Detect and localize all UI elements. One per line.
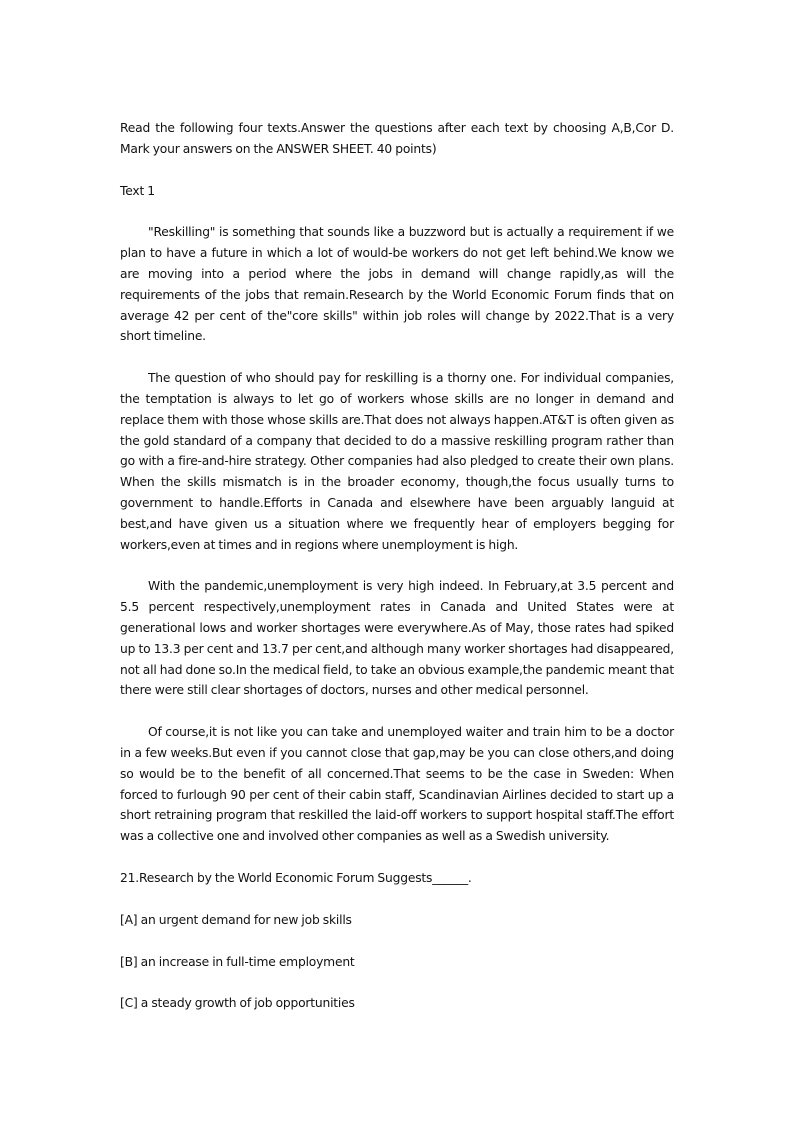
option-b: [B] an increase in full-time employment [120,954,355,969]
instructions-text: Read the following four texts.Answer the questions after each text by choosing A,B,Cor D. Mark your answers on the ANSWER SHEET. 40 points) [120,121,674,156]
option-c: [C] a steady growth of job opportunities [120,996,355,1011]
option-a: [A] an urgent demand for new job skills [120,912,352,927]
paragraph-1: "Reskilling" is something that sounds like a buzzword but is actually a requirement if we plan to have a future in which a lot of would-be workers do not get left behind.We know we are moving into a period where the jobs in demand will change rapidly,as will the requirements of the jobs that remain.Research by the World Economic Forum finds that on average 42 per cent of the"core skills" within job roles will change by 2022.That is a very short timeline. [120,225,674,344]
document-page [120,118,674,1014]
paragraph-2: The question of who should pay for reskilling is a thorny one. For individual companies, the temptation is always to let go of workers whose skills are no longer in demand and replace them with those whose skills are.That does not always happen.AT&T is often given as the gold standard of a company that decided to do a massive reskilling program rather than go with a fire-and-hire strategy. Other companies had also pledged to create their own plans. When the skills mismatch is in the broader economy, though,the focus usually turns to government to handle.Efforts in Canada and elsewhere have been arguably languid at best,and have given us a situation where we frequently hear of employers begging for workers,even at times and in regions where unemployment is high. [120,371,674,552]
paragraph-3: With the pandemic,unemployment is very high indeed. In February,at 3.5 percent and 5.5 percent respectively,unemployment rates in Canada and United States were at generational lows and worker shortages were everywhere.As of May, those rates had spiked up to 13.3 per cent and 13.7 per cent,and although many worker shortages had disappeared, not all had done so.In the medical field, to take an obvious example,the pandemic meant that there were still clear shortages of doctors, nurses and other medical personnel. [120,579,674,698]
text-title: Text 1 [120,183,155,198]
paragraph-4: Of course,it is not like you can take and unemployed waiter and train him to be a doctor in a few weeks.But even if you cannot close that gap,may be you can close others,and doing so would be to the benefit of all concerned.That seems to be the case in Sweden: When forced to furlough 90 per cent of their cabin staff, Scandinavian Airlines decided to start up a short retraining program that reskilled the laid-off workers to support hospital staff.The effort was a collective one and involved other companies as well as a Swedish university. [120,725,674,844]
question-21: 21.Research by the World Economic Forum Suggests______. [120,870,472,885]
